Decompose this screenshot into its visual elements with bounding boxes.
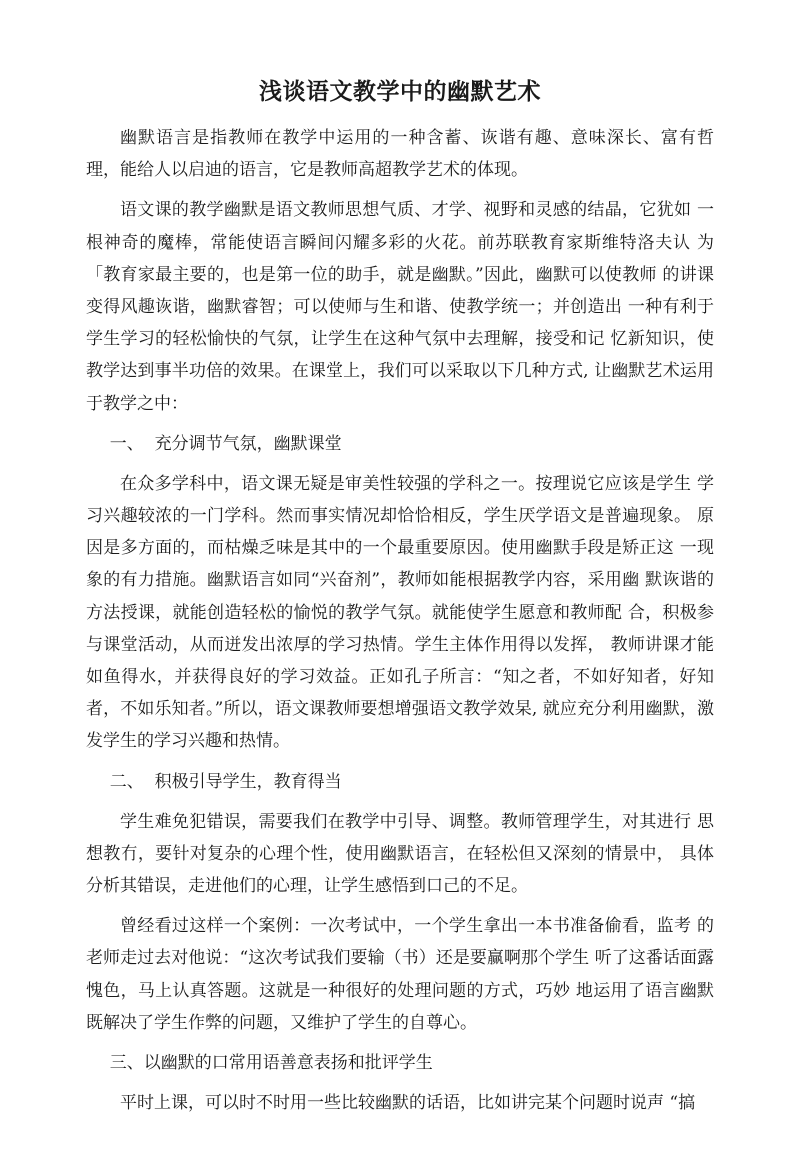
document-title: 浅谈语文教学中的幽默艺术 xyxy=(259,78,541,105)
intro-paragraph-1: 幽默语言是指教师在教学中运用的一种含蓄、诙谐有趣、意味深长、富有哲 理，能给人以启迪的语言，它是教师高超教学艺术的体现。 xyxy=(86,128,714,181)
section-heading-2: 二、 积极引导学生，教育得当 xyxy=(109,771,342,792)
intro-paragraph-2: 语文课的教学幽默是语文教师思想气质、才学、视野和灵感的结晶，它犹如 一根神奇的魔棒，常能使语言瞬间闪耀多彩的火花。前苏联教育家斯维特洛夫认 为「教育家最主要的，也是第一位的助手，就是幽默。”因此，幽默可以使教师 的讲课变得风趣诙谐，幽默睿智；可以使师与生和谐、使教学统一；并创造出 一种有利于学生学习的轻松愉快的气氛，让学生在这种气氛中去理解，接受和记 忆新知识，使教学达到事半功倍的效果。在课堂上，我们可以采取以下几种方式, 让幽默艺术运用于教学之中： xyxy=(86,200,714,414)
section-1-paragraph-1: 在众多学科中，语文课无疑是审美性较强的学科之一。按理说它应该是学生 学习兴趣较浓的一门学科。然而事实情况却恰恰相反，学生厌学语文是普遍现象。 原因是多方面的，而枯燥乏味是其中的一个最重要原因。使用幽默手段是矫正这 一现象的有力措施。幽默语言如同“兴奋剂”，教师如能根据教学内容，采用幽 默诙谐的方法授课，就能创造轻松的愉悦的教学气氛。就能使学生愿意和教师配 合，积极参与课堂活动，从而迸发出浓厚的学习热情。学生主体作用得以发挥， 教师讲课才能如鱼得水，并获得良好的学习效益。正如孔子所言：“知之者，不如好知者，好知者，不如乐知者。”所以，语文课教师要想增强语文教学效杲, 就应充分利用幽默，激发学生的学习兴趣和热情。 xyxy=(86,473,714,752)
section-heading-1: 一、 充分调节气氛，幽默课堂 xyxy=(109,433,342,454)
section-2-paragraph-2: 曾经看过这样一个案例：一次考试中，一个学生拿出一本书准备偷看，监考 的老师走过去对他说：“这次考试我们要输（书）还是要赢啊那个学生 听了这番话面露愧色，马上认真答题。这就是一种很好的处理问题的方式，巧妙 地运用了语言幽默既解决了学生作弊的问题，又维护了学生的自尊心。 xyxy=(86,916,714,1033)
section-2-paragraph-1: 学生难免犯错误，需要我们在教学中引导、调整。教师管理学生，对其进行 思想教冇，要针对复杂的心理个性，使用幽默语言，在轻松但又深刻的情景中， 具体分析其错误，走进他们的心理，让学生感悟到口己的不足。 xyxy=(86,811,714,897)
section-heading-3: 三、以幽默的口常用语善意表扬和批评学生 xyxy=(109,1053,433,1074)
section-3-paragraph-1: 平时上课，可以时不时用一些比较幽默的话语，比如讲完某个问题时说声 “搞 xyxy=(120,1093,696,1114)
